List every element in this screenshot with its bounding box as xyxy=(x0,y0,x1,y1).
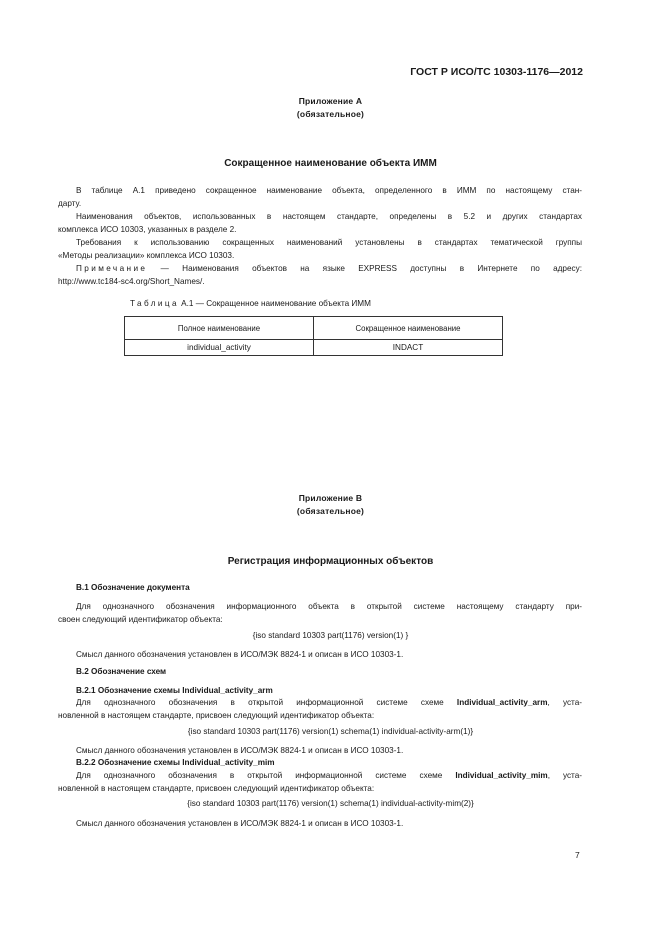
table-row xyxy=(125,340,503,356)
table-label: Таблица xyxy=(130,299,179,308)
object-identifier-arm: {iso standard 10303 part(1176) version(1) schema(1) individual-activity-arm(1)} xyxy=(187,727,474,736)
table-cell-short-name: INDACT xyxy=(314,340,503,356)
section-b21-meaning: Смысл данного обозначения установлен в ИСО/МЭК 8824-1 и описан в ИСО 10303-1. xyxy=(76,746,404,755)
paragraph-a3-line1: Требования к использованию сокращенных наименований установлены в стандартах тематической группы xyxy=(76,238,582,247)
note-line2: http://www.tc184-sc4.org/Short_Names/. xyxy=(58,277,205,286)
table-cell-full-name: individual_activity xyxy=(125,340,314,356)
table-header-short-name: Сокращенное наименование xyxy=(314,317,503,340)
section-b22-meaning: Смысл данного обозначения установлен в ИСО/МЭК 8824-1 и описан в ИСО 10303-1. xyxy=(76,819,404,828)
paragraph-a2-line2: комплекса ИСО 10303, указанных в разделе 2. xyxy=(58,225,237,234)
paragraph-a1-line2: дарту. xyxy=(58,199,82,208)
appendix-b-status: (обязательное) xyxy=(296,506,365,516)
section-b1-line1: Для однозначного обозначения информационного объекта в открытой системе настоящему стандарту при- xyxy=(76,602,582,611)
table-caption-text: А.1 — Сокращенное наименование объекта ИММ xyxy=(178,299,371,308)
schema-name-mim: Individual_activity_mim xyxy=(455,771,548,780)
appendix-a-status: (обязательное) xyxy=(296,109,365,119)
note-label: Примечание xyxy=(76,264,148,273)
section-b2-heading: В.2 Обозначение схем xyxy=(76,667,167,676)
table-caption xyxy=(130,299,371,308)
schema-name-arm: Individual_activity_arm xyxy=(456,698,548,707)
section-b1-meaning: Смысл данного обозначения установлен в ИСО/МЭК 8824-1 и описан в ИСО 10303-1. xyxy=(76,650,404,659)
table-header-full-name: Полное наименование xyxy=(125,317,314,340)
appendix-a-title: Приложение А xyxy=(298,96,363,106)
section-b21-heading: В.2.1 Обозначение схемы Individual_activity_arm xyxy=(76,686,273,695)
short-name-table xyxy=(124,316,503,356)
appendix-a-heading: Сокращенное наименование объекта ИММ xyxy=(224,158,437,169)
section-b22-text-c: , уста- xyxy=(547,771,582,780)
note-text: — Наименования объектов на языке EXPRESS доступны в Интернете по адресу: xyxy=(147,264,582,273)
section-b22-heading: В.2.2 Обозначение схемы Individual_activity_mim xyxy=(76,758,275,767)
section-b21-text-a: Для однозначного обозначения в открытой информационной системе схеме xyxy=(76,698,457,707)
section-b22-line2: новленной в настоящем стандарте, присвоен следующий идентификатор объекта: xyxy=(58,784,375,793)
appendix-b-title: Приложение В xyxy=(298,493,363,503)
section-b1-heading: В.1 Обозначение документа xyxy=(76,583,190,592)
appendix-b-heading: Регистрация информационных объектов xyxy=(227,556,434,567)
paragraph-a2-line1: Наименования объектов, использованных в настоящем стандарте, определены в 5.2 и других стандартах xyxy=(76,212,582,221)
section-b1-line2: своен следующий идентификатор объекта: xyxy=(58,615,223,624)
section-b21-line2: новленной в настоящем стандарте, присвоен следующий идентификатор объекта: xyxy=(58,711,375,720)
table-header-row xyxy=(125,317,503,340)
object-identifier-mim: {iso standard 10303 part(1176) version(1) schema(1) individual-activity-mim(2)} xyxy=(187,799,474,808)
paragraph-a1-line1: В таблице А.1 приведено сокращенное наименование объекта, определенного в ИММ по настоящему стан- xyxy=(76,186,582,195)
document-number: ГОСТ Р ИСО/ТС 10303-1176—2012 xyxy=(410,66,583,78)
section-b21-line1 xyxy=(76,696,582,709)
section-b21-text-c: , уста- xyxy=(547,698,582,707)
object-identifier-document: {iso standard 10303 part(1176) version(1) } xyxy=(252,631,409,640)
section-b22-line1 xyxy=(76,769,582,782)
note-line1 xyxy=(76,262,582,275)
paragraph-a3-line2: «Методы реализации» комплекса ИСО 10303. xyxy=(58,251,235,260)
page-number: 7 xyxy=(575,850,580,860)
section-b22-text-a: Для однозначного обозначения в открытой информационной системе схеме xyxy=(76,771,456,780)
